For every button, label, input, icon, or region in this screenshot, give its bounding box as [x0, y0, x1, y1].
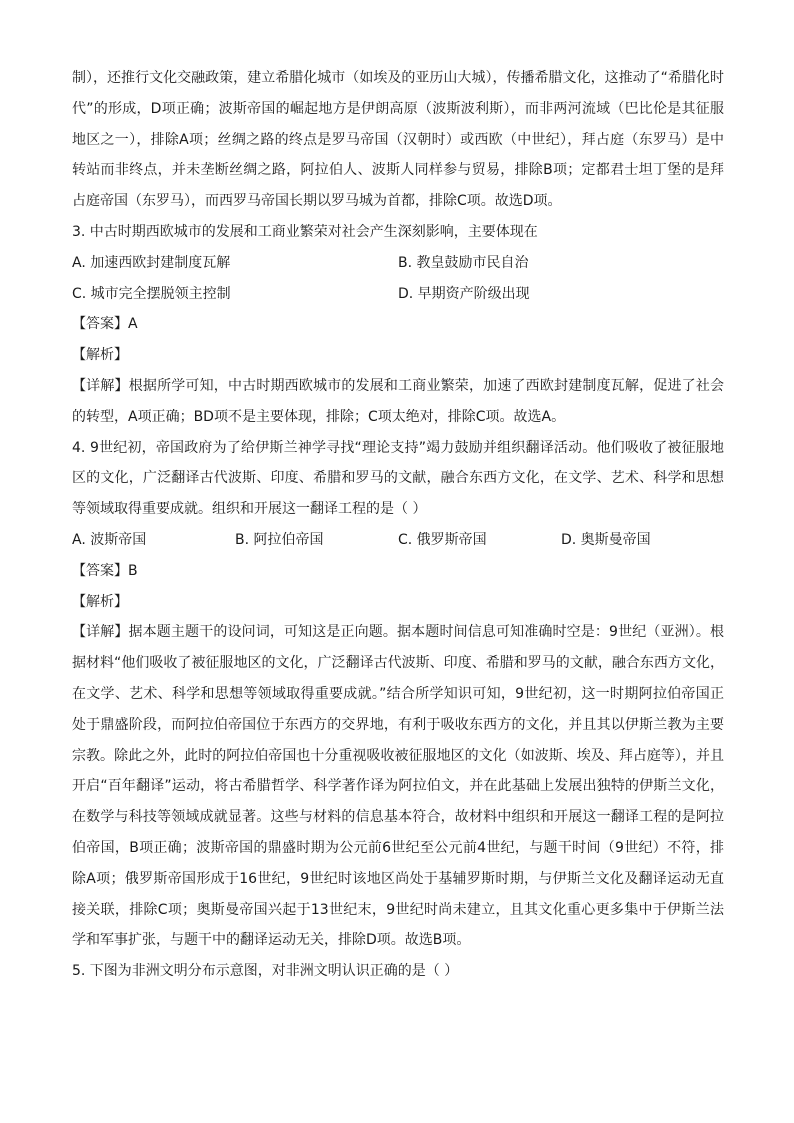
q3-answer: 【答案】A: [72, 316, 138, 333]
question-3: [72, 217, 724, 433]
q4-analysis-label: 【解析】: [72, 593, 128, 610]
q3-options-row-2: [72, 279, 724, 310]
q4-options-row: [72, 525, 724, 556]
q5-stem: 5. 下图为非洲文明分布示意图，对非洲文明认识正确的是（ ）: [72, 963, 459, 980]
q3-option-b: B. 教皇鼓励市民自治: [398, 254, 529, 271]
q4-detail: 【详解】据本题主题干的设问词，可知这是正向题。据本题时间信息可知准确时空是：9世纪（亚洲）。根据材料“他们吸收了被征服地区的文化，广泛翻译古代波斯、印度、希腊和罗马的文献，融合东西方文化，在文学、艺术、科学和思想等领域取得重要成就。”结合所学知识可知，9世纪初，这一时期阿拉伯帝国正处于鼎盛阶段，而阿拉伯帝国位于东西方的交界地，有利于吸收东西方的文化，并且其以伊斯兰教为主要宗教。除此之外，此时的阿拉伯帝国也十分重视吸收被征服地区的文化（如波斯、埃及、拜占庭等），并且开启“百年翻译”运动，将古希腊哲学、科学著作译为阿拉伯文，并在此基础上发展出独特的伊斯兰文化，在数学与科技等领域成就显著。这些与材料的信息基本符合，故材料中组织和开展这一翻译工程的是阿拉伯帝国，B项正确；波斯帝国的鼎盛时期为公元前6世纪至公元前4世纪，与题干时间（9世纪）不符，排除A项；俄罗斯帝国形成于16世纪，9世纪时该地区尚处于基辅罗斯时期，与伊斯兰文化及翻译运动无直接关联，排除C项；奥斯曼帝国兴起于13世纪末，9世纪时尚未建立，且其文化重心更多集中于伊斯兰法学和军事扩张，与题干中的翻译运动无关，排除D项。故选B项。: [72, 624, 724, 949]
intro-paragraph: 制），还推行文化交融政策，建立希腊化城市（如埃及的亚历山大城），传播希腊文化，这推动了“希腊化时代”的形成，D项正确；波斯帝国的崛起地方是伊朗高原（波斯波利斯），而非两河流域（巴比伦是其征服地区之一），排除A项；丝绸之路的终点是罗马帝国（汉朝时）或西欧（中世纪），拜占庭（东罗马）是中转站而非终点，并未垄断丝绸之路，阿拉伯人、波斯人同样参与贸易，排除B项；定都君士坦丁堡的是拜占庭帝国（东罗马），而西罗马帝国长期以罗马城为首都，排除C项。故选D项。: [72, 70, 724, 210]
q4-option-b: B. 阿拉伯帝国: [235, 531, 324, 548]
q3-stem: 3. 中古时期西欧城市的发展和工商业繁荣对社会产生深刻影响，主要体现在: [72, 223, 538, 240]
q3-option-a: A. 加速西欧封建制度瓦解: [72, 254, 231, 271]
q4-option-d: D. 奥斯曼帝国: [561, 531, 651, 548]
question-5: [72, 956, 724, 987]
q3-option-c: C. 城市完全摆脱领主控制: [72, 285, 231, 302]
q3-option-d: D. 早期资产阶级出现: [398, 285, 530, 302]
document-page: [72, 63, 724, 987]
q3-options-row-1: [72, 248, 724, 279]
question-4: [72, 433, 724, 957]
q4-option-a: A. 波斯帝国: [72, 531, 147, 548]
q3-analysis-label: 【解析】: [72, 347, 128, 364]
q4-option-c: C. 俄罗斯帝国: [398, 531, 487, 548]
q4-stem: 4. 9世纪初，帝国政府为了给伊斯兰神学寻找“理论支持”竭力鼓励并组织翻译活动。他们吸收了被征服地区的文化，广泛翻译古代波斯、印度、希腊和罗马的文献，融合东西方文化，在文学、艺术、科学和思想等领域取得重要成就。组织和开展这一翻译工程的是（ ）: [72, 439, 724, 518]
q3-detail: 【详解】根据所学可知，中古时期西欧城市的发展和工商业繁荣，加速了西欧封建制度瓦解，促进了社会的转型，A项正确；BD项不是主要体现，排除；C项太绝对，排除C项。故选A。: [72, 377, 724, 425]
q4-answer: 【答案】B: [72, 562, 138, 579]
